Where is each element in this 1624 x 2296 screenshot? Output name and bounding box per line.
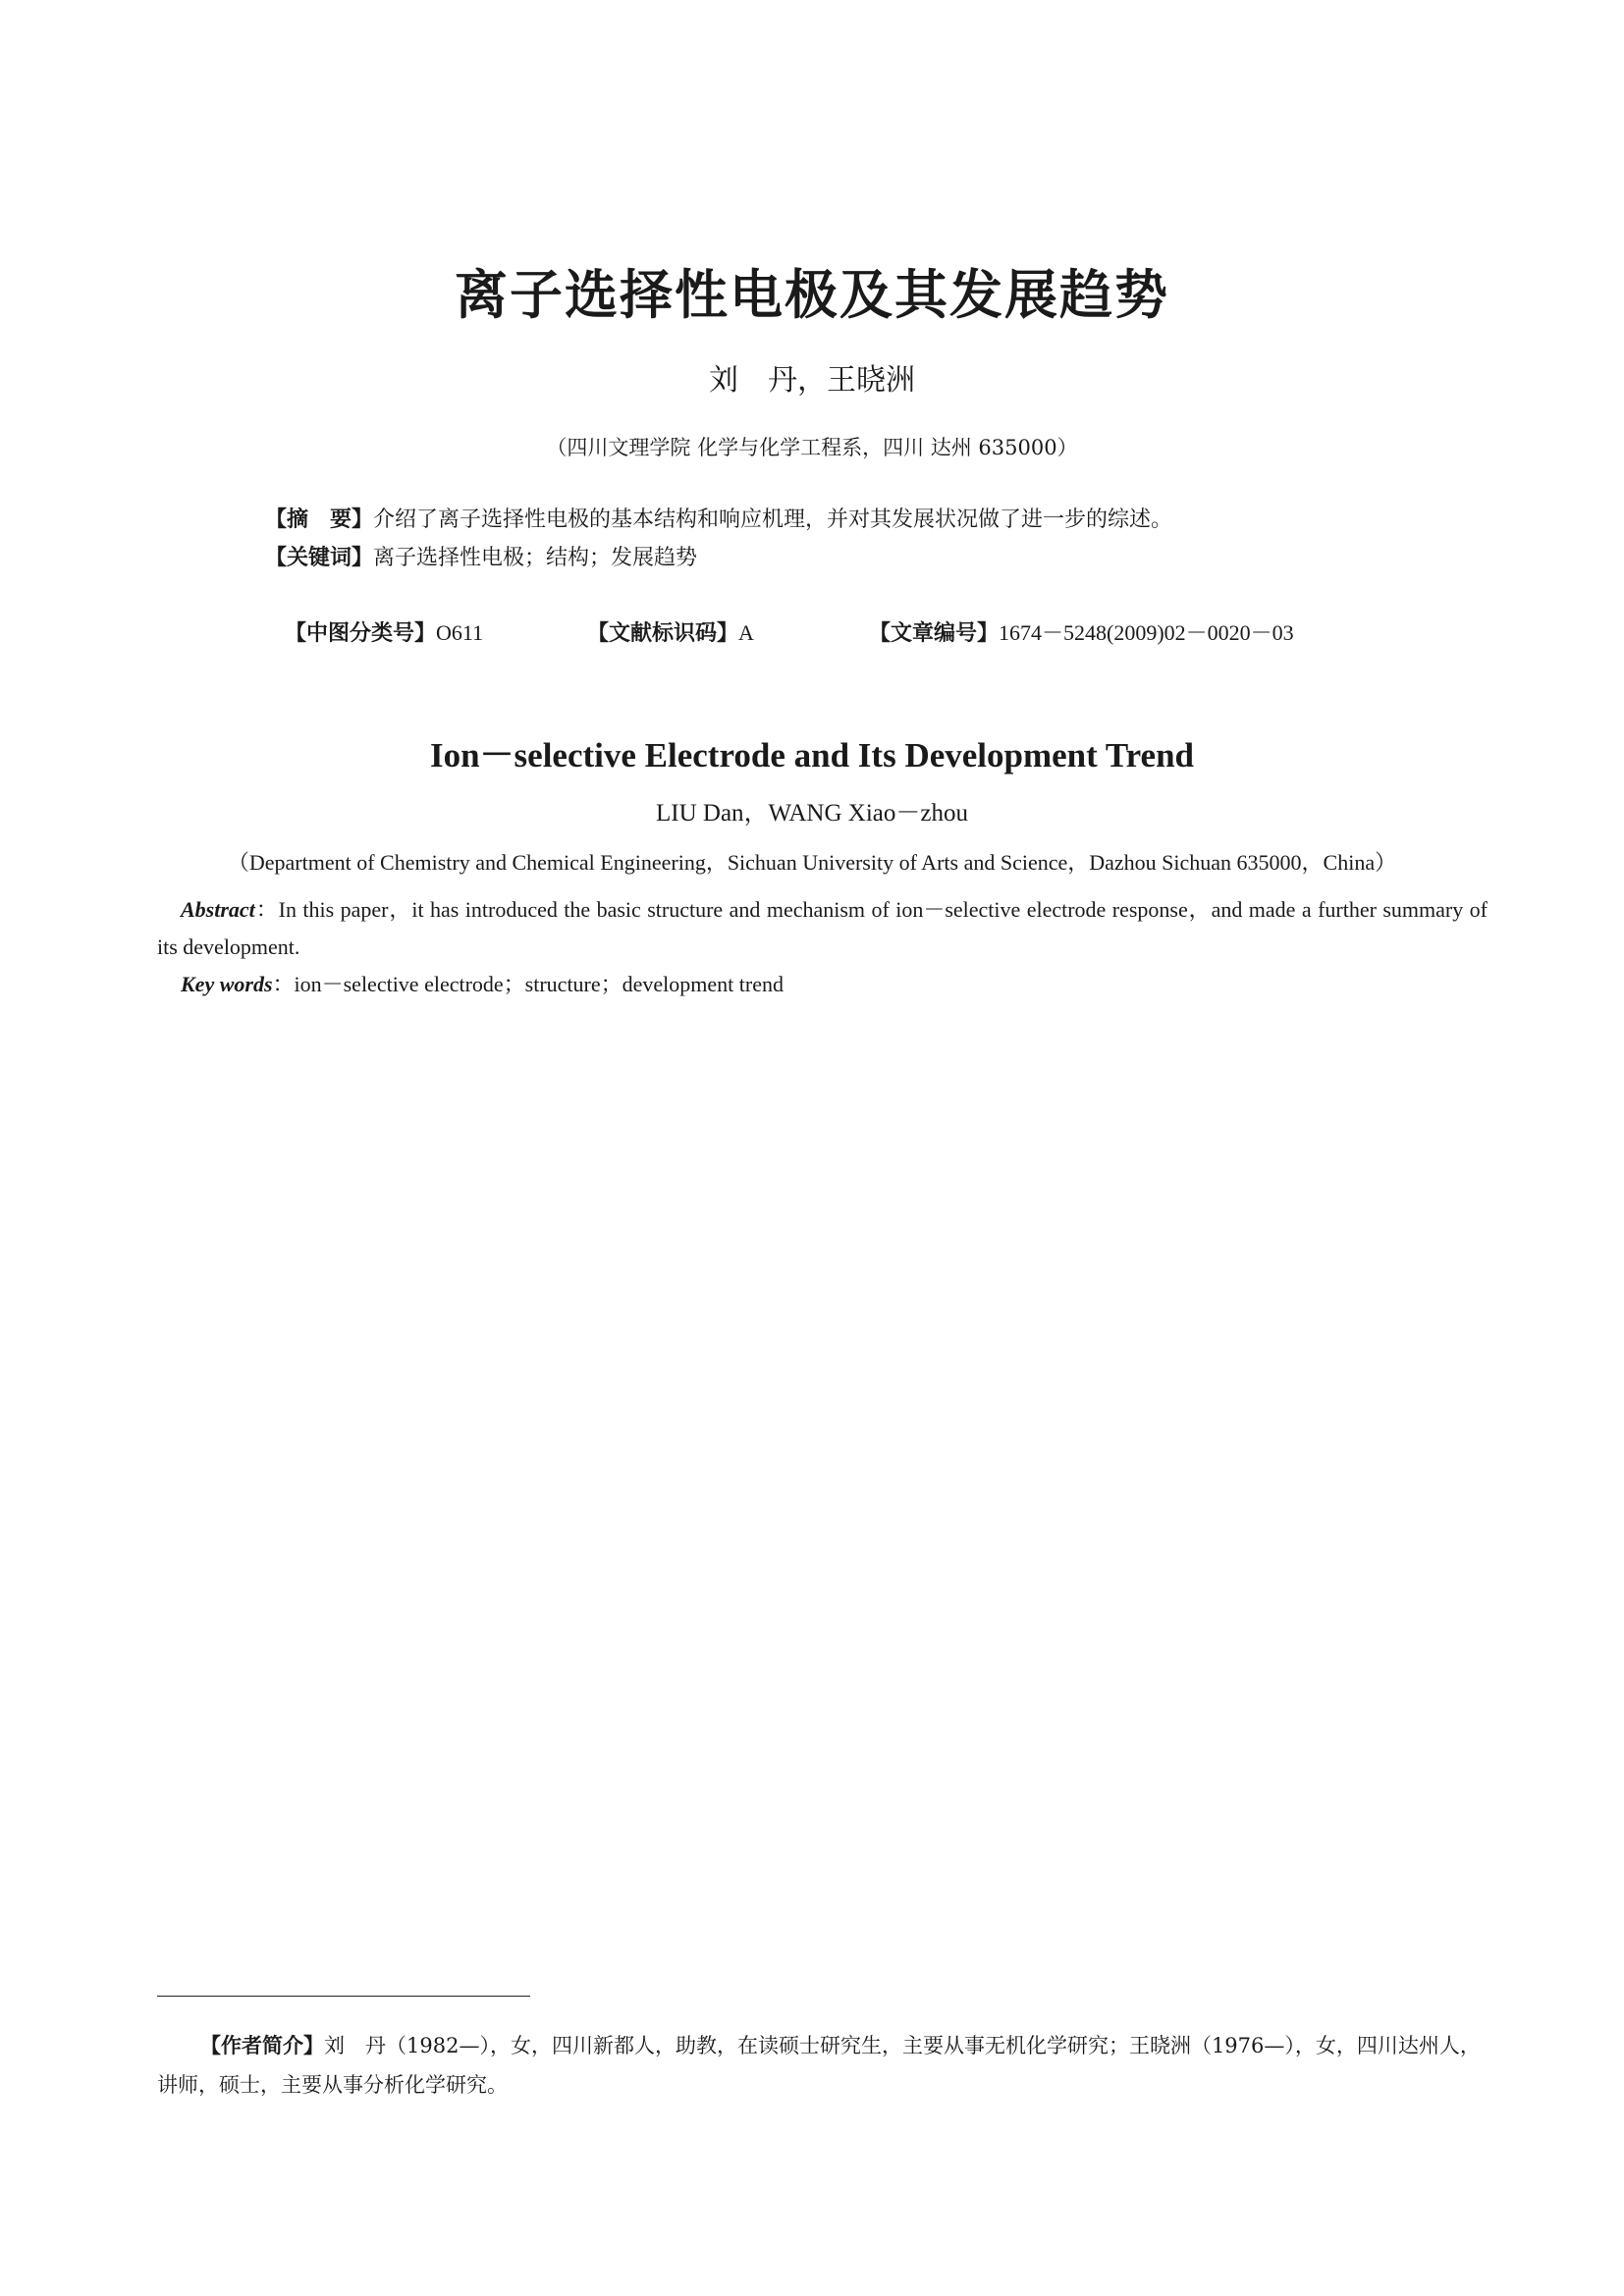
author-footnote-text: 刘 丹（1982—），女，四川新都人，助教，在读硕士研究生，主要从事无机化学研究；王晓洲（1976—），女，四川达州人，讲师，硕士，主要从事分析化学研究。 xyxy=(157,2034,1481,2097)
english-abstract-label: Abstract xyxy=(181,897,255,922)
document-code xyxy=(587,616,754,647)
english-keywords-text: ：ion－selective electrode；structure；development trend xyxy=(272,972,784,996)
chinese-affiliation: （四川文理学院 化学与化学工程系，四川 达州 635000） xyxy=(546,436,1078,459)
chinese-title: 离子选择性电极及其发展趋势 xyxy=(455,263,1169,326)
article-number-value: 1674－5248(2009)02－0020－03 xyxy=(999,620,1294,645)
english-keywords xyxy=(181,968,784,998)
english-authors: LIU Dan，WANG Xiao－zhou xyxy=(656,800,968,827)
article-number-label: 【文章编号】 xyxy=(869,621,1000,646)
english-keywords-label: Key words xyxy=(181,972,273,996)
english-title: Ion－selective Electrode and Its Development Trend xyxy=(429,736,1195,774)
author-footnote-label: 【作者简介】 xyxy=(200,2034,324,2057)
english-abstract xyxy=(157,891,1488,966)
chinese-abstract-label: 【摘 要】 xyxy=(265,507,374,532)
article-number xyxy=(869,616,1294,647)
document-code-value: A xyxy=(738,620,754,645)
chinese-abstract xyxy=(265,503,1172,533)
english-affiliation: （Department of Chemistry and Chemical Engineering，Sichuan University of Arts and Science，Dazhou Sichuan 635000，China） xyxy=(227,850,1397,875)
chinese-keywords-label: 【关键词】 xyxy=(265,546,374,570)
author-footnote xyxy=(157,2026,1488,2105)
chinese-keywords xyxy=(265,541,697,571)
clc-number xyxy=(285,616,483,647)
chinese-authors: 刘 丹，王晓洲 xyxy=(709,363,915,398)
document-code-label: 【文献标识码】 xyxy=(587,621,739,646)
english-abstract-text: ：In this paper，it has introduced the basic structure and mechanism of ion－selective electrode response，and made a further summary of its development. xyxy=(157,897,1488,959)
chinese-abstract-text: 介绍了离子选择性电极的基本结构和响应机理，并对其发展状况做了进一步的综述。 xyxy=(373,507,1173,532)
clc-number-label: 【中图分类号】 xyxy=(285,621,437,646)
clc-number-value: O611 xyxy=(436,620,484,645)
chinese-keywords-text: 离子选择性电极；结构；发展趋势 xyxy=(373,546,698,570)
footnote-divider xyxy=(157,1996,530,1997)
